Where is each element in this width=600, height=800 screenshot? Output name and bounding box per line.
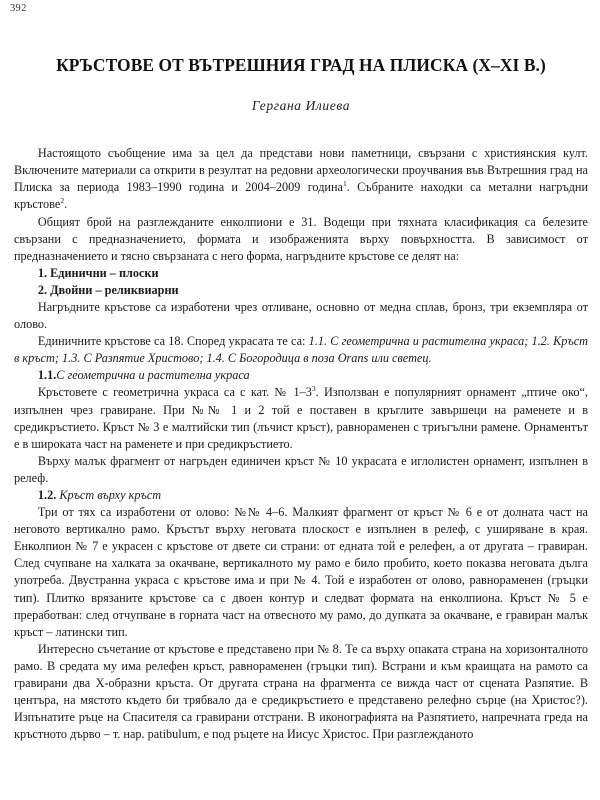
list-item-doubles: 2. Двойни – реликвиарни [37,282,179,297]
paragraph-geometric-decoration [14,384,588,452]
subheading-1-2-title: Кръст върху кръст [59,488,162,503]
footnote-marker-3: 3 [311,384,316,394]
article-content [14,56,588,743]
subheading-1-2-number: 1.2. [37,488,57,503]
paragraph-geometric-part-b: . Използван е популярният орнамент „птиче око“, изпълнен чрез гравиране. При №№ 1 и 2 той е поставен в кръглите завършеци на раменете и в средикръстието. Кръст № 3 е малтийски тип (лъчист кръст), равнораменен с триъгълни рамене. Орнаментът е в широката част на раменете и при средикръстието. [14,385,588,451]
paragraph-intro-part-a: Настоящото съобщение има за цел да представи нови паметници, свързани с християнския култ. Включените материали са открити в резултат на редовни археологически проучвания във Вътрешния град на Плиска за периода 1983–1990 година и 2004–2009 година [14,146,588,195]
article-body [14,145,588,743]
footnote-marker-2: 2 [60,196,65,206]
paragraph-geometric-part-a: Кръстовете с геометрична украса са с кат. № 1–3 [37,385,312,400]
paragraph-cross-no8: Интересно съчетание от кръстове е представено при № 8. Те са върху опаката страна на хоризонталното рамо. В средата му има релефен кръст, равнораменен (гръцки тип). Встрани и към краищата на рамото са гравирани два Х-образни кръста. От другата страна на фрагмента се вижда част от сцената Разпятие. В центъра, на мястото където би трябвало да е средикръстието е представено релефно сърце (на Христос?). Изпънатите ръце на Спасителя са гравирани отстрани. В иконографията на Разпятието, напречната греда на кръстното дърво – т. нар. patibulum, е под ръцете на Иисус Христос. При разглежданото [14,641,588,742]
page-number: 392 [10,3,27,14]
paragraph-lead-crosses: Три от тях са изработени от олово: №№ 4–6. Малкият фрагмент от кръст № 6 е от долната част на неговото вертикално рамо. Кръстът върху неговата плоскост е изпълнен в релеф, с уширяване в края. Енколпион № 7 е украсен с кръстове от двете си страни: от едната той е релефен, а от другата – гравиран. След счупване на халката за окачване, вертикалното му рамо е било пробито, което показва неговата дълга употреба. Двустранна украса с кръстове има и при № 4. Той е изработен от олово, равнораменен (гръцки тип). Плитко врязаните кръстове са с двоен контур и следват формата на енколпиона. Кръст № 5 е преработван: след отчупване в горната част на отвесното му рамо, до дупката за окачване, е гравиран малък кръст – латински тип. [14,505,588,639]
decoration-subtype-list: 1.1. С геометрична и растителна украса; 1.2. Кръст в кръст; 1.3. С Разпятие Христово; 1.4. С Богородица в поза Orans или светец. [14,334,588,366]
list-item-singles: 1. Единични – плоски [37,265,159,280]
article-author: Гергана Илиева [251,98,351,114]
paragraph-intro [14,145,588,213]
subheading-1-1-number: 1.1. [37,368,57,383]
page-title: КРЪСТОВЕ ОТ ВЪТРЕШНИЯ ГРАД НА ПЛИСКА (X–XI В.) [56,55,546,75]
paragraph-singles-lead: Единичните кръстове са 18. Според украсата те са: [37,334,309,349]
paragraph-fragment-no10: Върху малък фрагмент от нагръден единичен кръст № 10 украсата е иглолистен орнамент, изпълнен в релеф. [14,453,588,485]
paragraph-singles-decoration [14,333,588,367]
paragraph-intro-part-b: . Събраните находки са метални нагръдни кръстове [14,180,588,212]
paragraph-manufacture: Нагръдните кръстове са изработени чрез отливане, основно от медна сплав, бронз, три екземпляра от олово. [14,299,588,332]
subheading-1-1 [14,367,588,384]
subheading-1-2 [14,487,588,504]
footnote-marker-1: 1 [342,179,347,189]
paragraph-classification: Общият брой на разглежданите енколпиони е 31. Водещи при тяхната класификация са белезите свързани с предназначението, формата и изображенията върху повърхността. В зависимост от предназначението и тясно свързаната с него форма, нагръдните кръстове се делят на: [14,214,588,263]
subheading-1-1-title: С геометрична и растителна украса [56,368,250,383]
paragraph-intro-part-c: . [64,197,68,212]
